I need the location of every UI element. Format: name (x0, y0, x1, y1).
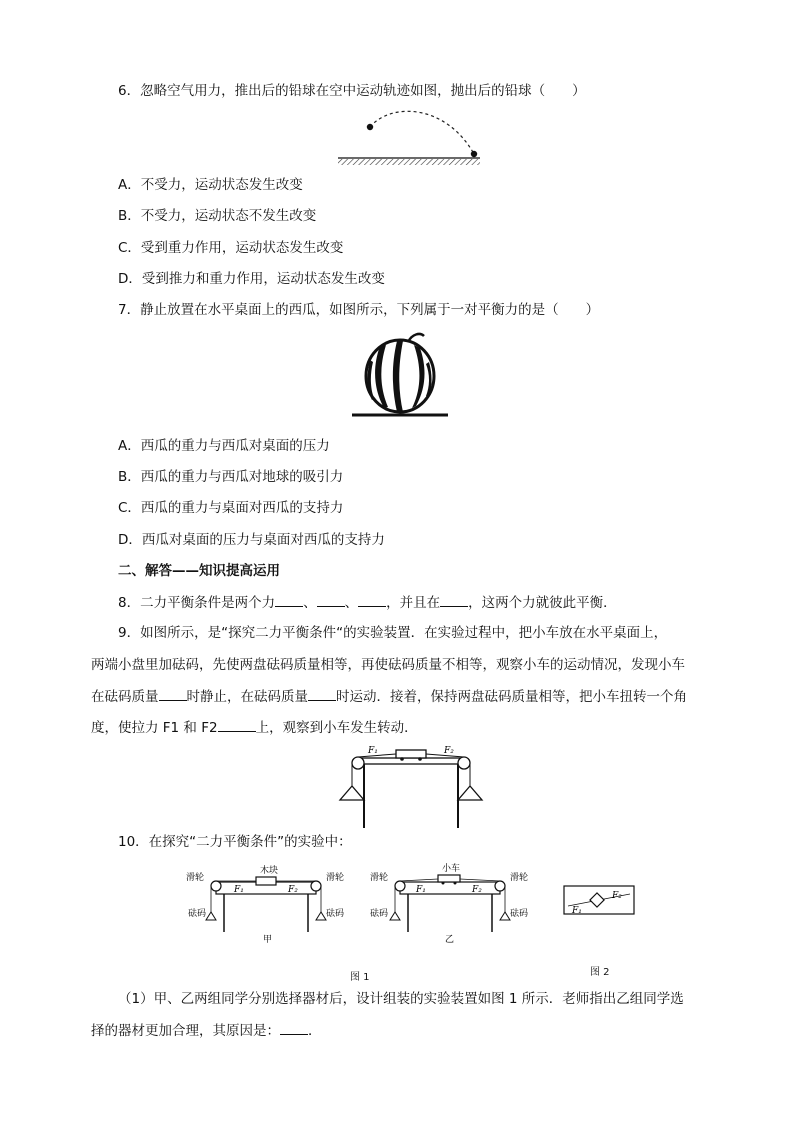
q8-part3: ，这两个力就彼此平衡． (468, 595, 617, 611)
q6-option-c: C．受到重力作用，运动状态发生改变 (118, 240, 344, 256)
q7-option-c: C．西瓜的重力与桌面对西瓜的支持力 (118, 500, 344, 516)
fig1-caption: 图 1 (350, 972, 370, 983)
jia-weight-right-label: 砝码 (326, 909, 345, 919)
jia-pulley-right-label: 滑轮 (326, 873, 345, 883)
watermelon-figure (350, 328, 450, 420)
jia-f1-label: F₁ (234, 885, 244, 895)
q9-line-2: 两端小盘里加砝码，先使两盘砝码质量相等，再使砝码质量不相等，观察小车的运动情况，发现小车 (91, 657, 685, 673)
section-2-title: 二、解答——知识提高运用 (118, 563, 280, 579)
yi-pulley-right-label: 滑轮 (510, 873, 529, 883)
q9-line-3 (91, 687, 687, 706)
q8-sep-2: 、 (344, 595, 359, 611)
q8-text (118, 593, 617, 612)
cart (396, 750, 426, 758)
wood-block (256, 877, 276, 885)
right-pulley (458, 757, 470, 769)
yi-pulley-left-label: 滑轮 (370, 873, 389, 883)
q6-option-a: A．不受力，运动状态发生改变 (118, 177, 303, 193)
fig1-yi-apparatus (366, 856, 538, 948)
trajectory-path (370, 111, 474, 154)
fig2-f1-label: F₁ (572, 906, 582, 916)
q9-line-3c: 时运动．接着，保持两盘砝码质量相等，把小车扭转一个角 (336, 689, 687, 705)
q8-part2: ，并且在 (386, 595, 441, 611)
small-cart (438, 875, 460, 882)
q7-stem: 7．静止放置在水平桌面上的西瓜，如图所示，下列属于一对平衡力的是（ ） (118, 302, 600, 318)
q10-sub1-line-2b: ． (308, 1023, 322, 1039)
q7-option-d: D．西瓜对桌面的压力与桌面对西瓜的支持力 (118, 532, 385, 548)
q9-line-4 (91, 718, 418, 737)
jia-pulley-left-label: 滑轮 (186, 873, 205, 883)
jia-f2-label: F₂ (288, 885, 298, 895)
q9-blank-1[interactable] (159, 687, 187, 701)
yi-cart-label: 小车 (442, 864, 461, 874)
fig2-caption: 图 2 (590, 967, 610, 978)
q9-line-3a: 在砝码质量 (91, 689, 159, 705)
left-pan (340, 786, 364, 800)
shotput-trajectory-figure (336, 108, 482, 168)
jia-block-label: 木块 (260, 866, 279, 876)
fig2-f2-label: F₂ (612, 891, 622, 901)
q6-option-d: D．受到推力和重力作用，运动状态发生改变 (118, 271, 385, 287)
q10-sub1-line-2a: 择的器材更加合理，其原因是： (91, 1023, 280, 1039)
yi-weight-left-label: 砝码 (370, 909, 389, 919)
ground-hatch (338, 159, 480, 165)
q8-part1: 8．二力平衡条件是两个力 (118, 595, 276, 611)
fig1-jia-apparatus (186, 856, 348, 948)
yi-f2-label: F₂ (472, 885, 482, 895)
q8-blank-2[interactable] (317, 593, 345, 607)
q9-line-4b: 上，观察到小车发生转动． (255, 720, 418, 736)
q7-option-a: A．西瓜的重力与西瓜对桌面的压力 (118, 438, 330, 454)
jia-caption: 甲 (263, 935, 273, 945)
q8-blank-3[interactable] (358, 593, 386, 607)
shotput-start (367, 124, 373, 130)
q7-option-b: B．西瓜的重力与西瓜对地球的吸引力 (118, 469, 344, 485)
q9-f1-label: F₁ (368, 746, 378, 756)
q10-blank-1[interactable] (280, 1021, 308, 1035)
jia-weight-left-label: 砝码 (188, 909, 207, 919)
q10-sub1-line-1: （1）甲、乙两组同学分别选择器材后，设计组装的实验装置如图 1 所示．老师指出乙组同学选 (118, 991, 684, 1007)
q6-option-b: B．不受力，运动状态不发生改变 (118, 208, 317, 224)
q8-blank-1[interactable] (275, 593, 303, 607)
q8-sep-1: 、 (303, 595, 317, 611)
q9-blank-3[interactable] (218, 718, 256, 732)
q9-line-4a: 度，使拉力 F1 和 F2 (91, 720, 218, 736)
q6-stem: 6．忽略空气用力，推出后的铅球在空中运动轨迹如图，抛出后的铅球（ ） (118, 83, 586, 99)
yi-f1-label: F₁ (416, 885, 426, 895)
q9-apparatus-figure (330, 742, 490, 830)
q9-line-1: 9．如图所示，是“探究二力平衡条件“的实验装置．在实验过程中，把小车放在水平桌面上， (118, 625, 668, 641)
yi-caption: 乙 (445, 935, 455, 945)
q10-stem: 10．在探究“二力平衡条件”的实验中： (118, 834, 352, 850)
fig2-rotated-card (562, 884, 638, 918)
shotput-end (471, 151, 477, 157)
q9-f2-label: F₂ (444, 746, 454, 756)
left-pulley (352, 757, 364, 769)
yi-weight-right-label: 砝码 (510, 909, 529, 919)
q9-line-3b: 时静止，在砝码质量 (186, 689, 308, 705)
q8-blank-4[interactable] (440, 593, 468, 607)
right-pan (458, 786, 482, 800)
q10-sub1-line-2 (91, 1021, 322, 1040)
q9-blank-2[interactable] (308, 687, 336, 701)
